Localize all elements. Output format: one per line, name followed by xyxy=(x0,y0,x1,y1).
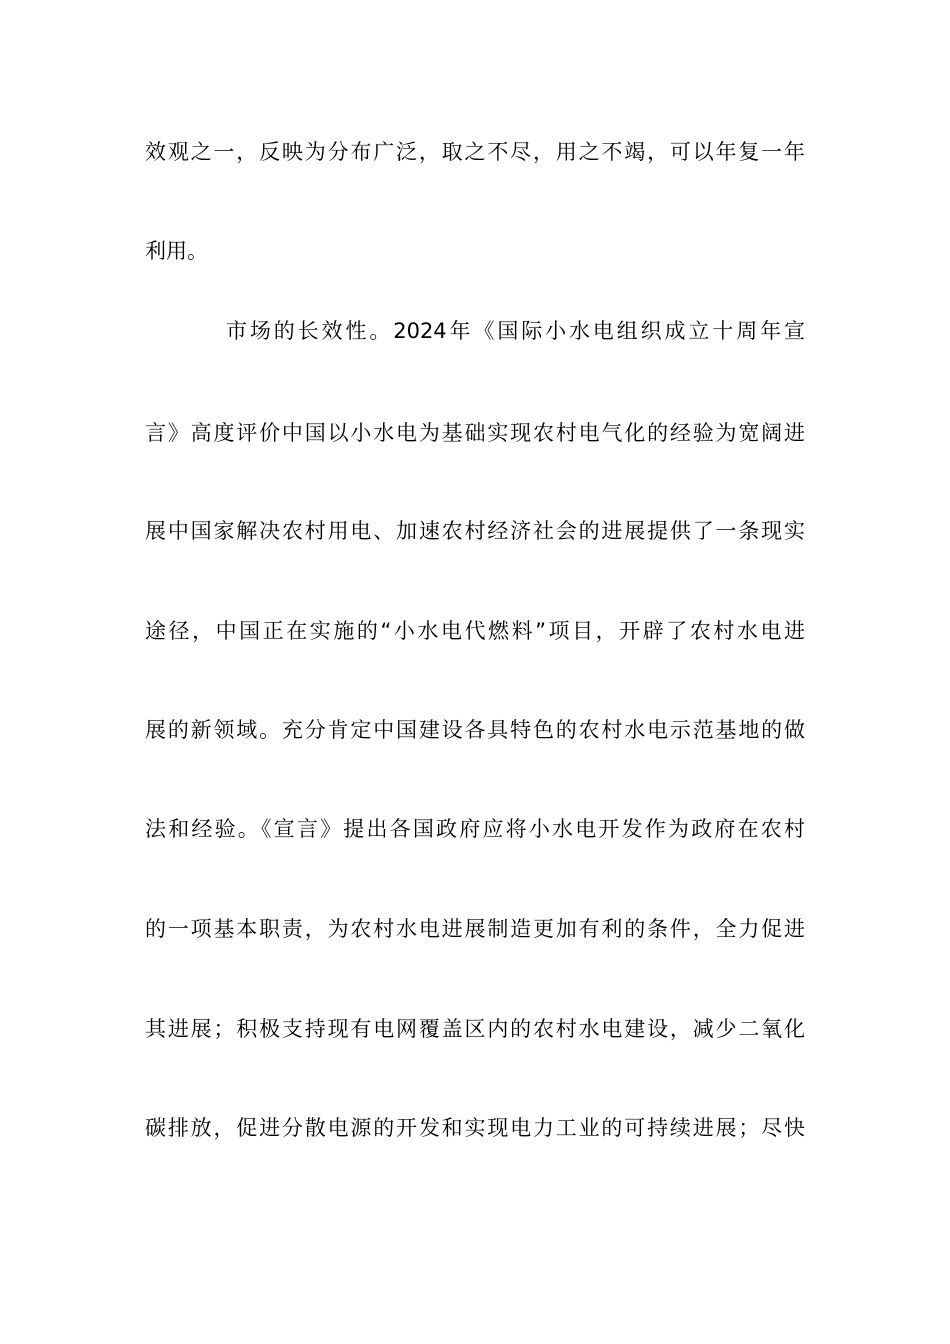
text-line: 言》高度评价中国以小水电为基础实现农村电气化的经验为宽阔进 xyxy=(145,421,805,445)
text-line: 利用。 xyxy=(145,239,208,263)
text-line: 法和经验。《宣言》提出各国政府应将小水电开发作为政府在农村 xyxy=(145,817,805,841)
text-line: 的一项基本职责，为农村水电进展制造更加有利的条件，全力促进 xyxy=(145,917,805,941)
text-line: 效观之一，反映为分布广泛，取之不尽，用之不竭，可以年复一年 xyxy=(145,140,805,164)
paragraph-start-line: 市场的长效性。2024年《国际小水电组织成立十周年宣 xyxy=(226,319,805,343)
text-line: 展中国家解决农村用电、加速农村经济社会的进展提供了一条现实 xyxy=(145,519,805,543)
text-line: 碳排放，促进分散电源的开发和实现电力工业的可持续进展；尽快 xyxy=(145,1116,805,1140)
text-line: 展的新领域。充分肯定中国建设各具特色的农村水电示范基地的做 xyxy=(145,718,805,742)
text-line: 途径，中国正在实施的“小水电代燃料”项目，开辟了农村水电进 xyxy=(145,619,805,643)
text-line: 其进展；积极支持现有电网覆盖区内的农村水电建设，减少二氧化 xyxy=(145,1017,805,1041)
